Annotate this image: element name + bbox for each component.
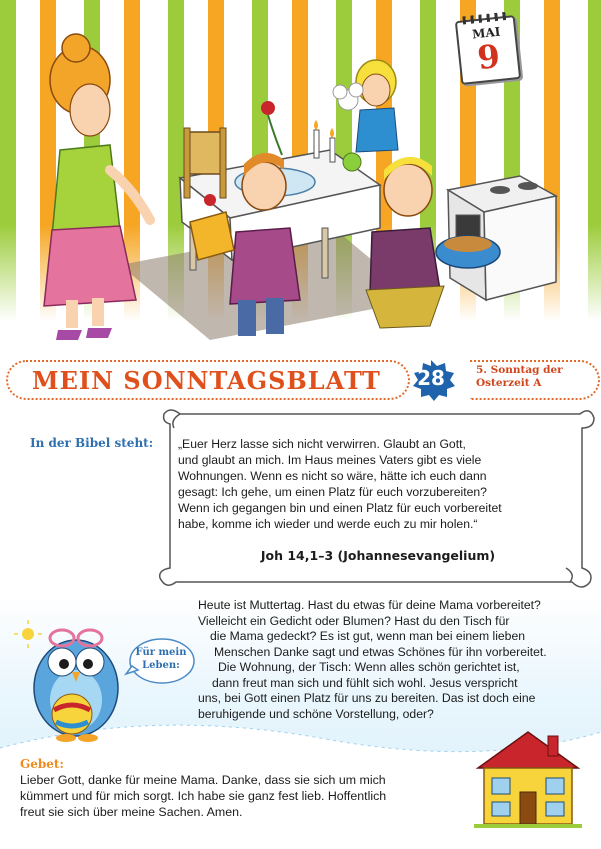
life-line: beruhigende und schöne Vorstellung, oder? [198, 706, 434, 721]
sunday-line-2: Osterzeit A [476, 377, 542, 389]
owl-mascot [14, 616, 130, 744]
bible-reference: Joh 14,1–3 (Johannesevangelium) [260, 548, 496, 563]
bubble-line-2: Leben: [142, 660, 180, 671]
life-line: Vielleicht ein Gedicht oder Blumen? Hast du den Tisch für [198, 613, 510, 628]
prayer-line: Lieber Gott, danke für meine Mama. Danke, dass sie sich um mich [20, 773, 386, 787]
prayer-line: kümmert und für mich sorgt. Ich habe sie ganz fest lieb. Hoffentlich [20, 789, 387, 803]
bible-label: In der Bibel steht: [30, 436, 154, 450]
bible-line: und glaubt an mich. Im Haus meines Vaters gibt es viele [178, 453, 482, 467]
bible-line: Wenn ich gegangen bin und einen Platz für euch vorbereitet [178, 501, 502, 515]
calendar-month: MAI [471, 24, 501, 42]
sunday-line-1: 5. Sonntag der [476, 364, 563, 376]
prayer-text [20, 772, 470, 820]
issue-number: 28 [417, 366, 445, 390]
calendar-day: 9 [475, 36, 502, 78]
life-line: Heute ist Muttertag. Hast du etwas für deine Mama vorbereitet? [198, 598, 541, 612]
life-line: dann freut man sich und fühlt sich wohl. Jesus verspricht [212, 675, 518, 690]
mother [44, 34, 150, 340]
bubble-line-1: Für mein [135, 647, 187, 658]
page-title: MEIN SONNTAGSBLATT [32, 366, 381, 395]
for-my-life-text [198, 598, 598, 722]
boy-at-oven [366, 157, 500, 328]
house-illustration [468, 726, 588, 830]
prayer-line: freut sie sich über meine Sachen. Amen. [20, 805, 243, 819]
prayer-label: Gebet: [20, 757, 64, 771]
calendar-page [455, 15, 521, 85]
speech-bubble-text [128, 646, 194, 672]
sunday-label [476, 364, 563, 390]
bible-line: Wohnungen. Wenn es nicht so wäre, hätte ich euch dann [178, 469, 487, 483]
bible-line: „Euer Herz lasse sich nicht verwirren. Glaubt an Gott, [178, 437, 466, 451]
life-line: Die Wohnung, der Tisch: Wenn alles schön gerichtet ist, [218, 660, 520, 674]
bible-line: habe, komme ich wieder und werde euch zu mir holen.“ [178, 517, 478, 531]
life-line: Menschen Danke sagt und etwas Schönes für ihn vorbereitet. [214, 644, 547, 659]
bible-quote [178, 436, 578, 532]
bible-line: gesagt: Ich gehe, um einen Platz für euch vorzubereiten? [178, 485, 487, 499]
girl [333, 60, 398, 152]
life-line: uns, bei Gott einen Platz für uns zu bereiten. Das ist doch eine [198, 691, 536, 705]
life-line: die Mama gedeckt? Es ist gut, wenn man bei einem lieben [210, 629, 526, 643]
